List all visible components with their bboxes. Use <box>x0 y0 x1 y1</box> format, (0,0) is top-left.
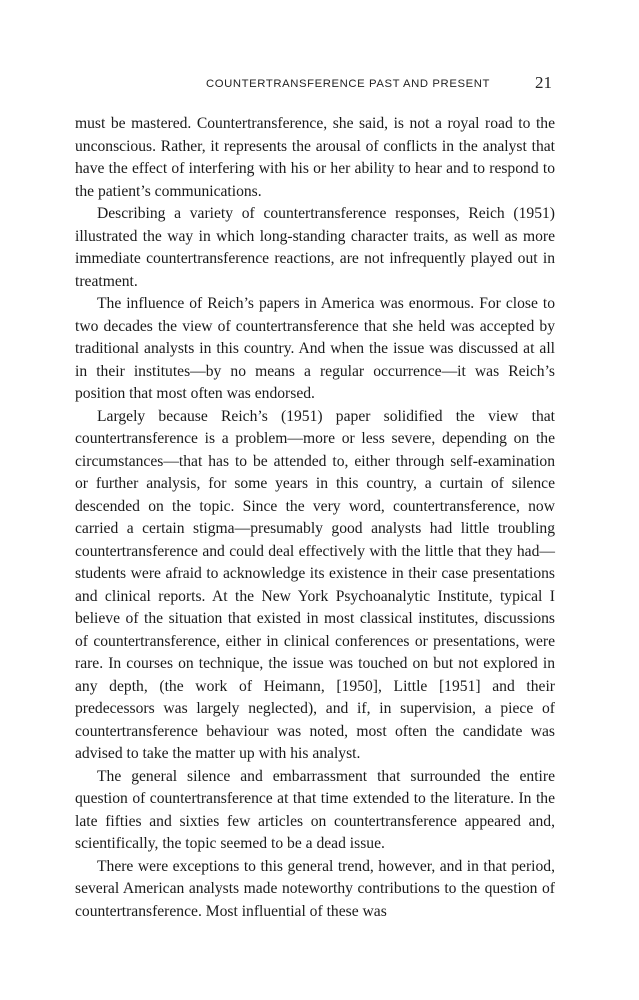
paragraph: There were exceptions to this general trend, however, and in that period, several American analysts made noteworthy contributions to the question of countertransference. Most influential of these was <box>75 857 555 920</box>
paragraph-continued: must be mastered. Countertransference, she said, is not a royal road to the unconscious. Rather, it represents the arousal of conflicts in the analyst that have the effect of interfering with his or her ability to hear and to respond to the patient’s communications. <box>75 115 555 200</box>
paragraph: Describing a variety of countertransference responses, Reich (1951) illustrated the way in which long-standing character traits, as well as more immediate countertransference reactions, are not infrequently played out in treatment. <box>75 205 555 290</box>
page-number: 21 <box>535 73 552 92</box>
running-head-title: COUNTERTRANSFERENCE PAST AND PRESENT <box>206 78 490 90</box>
body-text <box>75 113 555 923</box>
paragraph: The influence of Reich’s papers in America was enormous. For close to two decades the view of countertransference that she held was accepted by traditional analysts in this country. And when the issue was discussed at all in their institutes—by no means a regular occurrence—it was Reich’s position that most often was endorsed. <box>75 295 555 402</box>
paragraph: The general silence and embarrassment that surrounded the entire question of countertransference at that time extended to the literature. In the late fifties and sixties few articles on countertransference appeared and, scientifically, the topic seemed to be a dead issue. <box>75 767 555 852</box>
paragraph: Largely because Reich’s (1951) paper solidified the view that countertransference is a problem—more or less severe, depending on the circumstances—that has to be attended to, either through self-examination or further analysis, for some years in this country, a curtain of silence descended on the topic. Since the very word, countertransference, now carried a certain stigma—presumably good analysts had little troubling countertransference and could deal effectively with the little that they had—students were afraid to acknowledge its existence in their case presentations and clinical reports. At the New York Psychoanalytic Institute, typical I believe of the situation that existed in most classical institutes, discussions of countertransference, either in clinical conferences or presentations, were rare. In courses on technique, the issue was touched on but not explored in any depth, (the work of Heimann, [1950], Little [1951] and their predecessors was largely neglected), and if, in supervision, a piece of countertransference behaviour was noted, most often the candidate was advised to take the matter up with his analyst. <box>75 407 555 762</box>
